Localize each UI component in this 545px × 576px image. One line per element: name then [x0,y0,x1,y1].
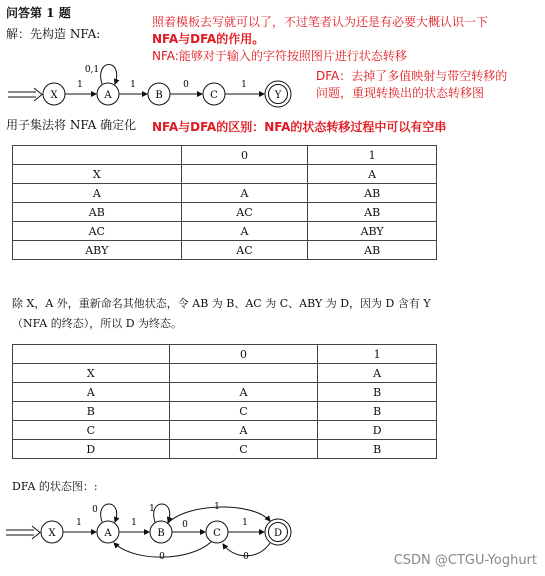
table-header-cell: 1 [308,146,437,165]
dfa-edge-label: 1 [76,518,82,528]
table-row [13,402,437,421]
nfa-edge-label: 1 [77,80,83,90]
dfa-edge-label: 1 [131,518,137,528]
nfa-edge-label: 0,1 [84,65,100,75]
nfa-state-b-label: B [155,90,163,101]
table-header-cell [13,345,170,364]
table-header-row [13,345,437,364]
table-row [13,364,437,383]
note-line-3: NFA:能够对于输入的字符按照图片进行状态转移 [152,49,407,63]
table-header-cell [13,146,182,165]
table-row [13,184,437,203]
solution-label: 解：先构造 NFA: [6,27,101,41]
table-cell: AB [308,241,437,260]
table-cell: B [318,440,437,459]
table-cell: ABY [13,241,182,260]
table-header-row [13,146,437,165]
table-cell: X [13,364,170,383]
table-cell: A [13,184,182,203]
table-row [13,241,437,260]
dfa-edge-label: 0 [243,552,249,562]
table-cell [169,364,318,383]
dfa-transition-table [12,344,437,459]
dfa-label: DFA 的状态图：: [12,480,98,493]
nfa-state-a-label: A [104,90,112,101]
nfa-edge-label: 1 [130,80,136,90]
note-line-2: NFA与DFA的作用。 [152,32,265,46]
table-cell: A [169,383,318,402]
table-cell: B [318,383,437,402]
nfa-state-c-label: C [210,90,218,101]
nfa-state-y-label: Y [274,90,282,101]
table-row [13,383,437,402]
table-cell: A [308,165,437,184]
table-cell: D [318,421,437,440]
table-row [13,165,437,184]
table-cell: AC [13,222,182,241]
table-cell [181,165,308,184]
subset-method-label: 用子集法将 NFA 确定化 [6,118,137,132]
dfa-state-x-label: X [48,528,56,539]
table-cell: A [181,222,308,241]
dfa-edge-label: 0 [182,520,188,530]
table-header-cell: 1 [318,345,437,364]
table-row [13,421,437,440]
table-row [13,222,437,241]
table-row [13,203,437,222]
table-cell: X [13,165,182,184]
dfa-state-c-label: C [213,528,221,539]
note-line-5: NFA与DFA的区别：NFA的状态转移过程中可以有空串 [152,120,447,134]
table-cell: C [169,402,318,421]
table-cell: A [318,364,437,383]
table-cell: C [169,440,318,459]
note-line-4a: DFA：去掉了多值映射与带空转移的 [316,69,508,83]
table-cell: AB [13,203,182,222]
table-cell: ABY [308,222,437,241]
table-row [13,440,437,459]
dfa-state-d-label: D [273,528,283,539]
dfa-state-a-label: A [104,528,112,539]
dfa-state-b-label: B [157,528,165,539]
dfa-diagram [4,492,304,572]
table-cell: AC [181,203,308,222]
table-cell: A [13,383,170,402]
nfa-state-x-label: X [50,90,58,101]
table-cell: AB [308,203,437,222]
table-cell: C [13,421,170,440]
table-cell: D [13,440,170,459]
dfa-edge-label: 0 [159,552,165,562]
nfa-subset-table [12,145,437,260]
table-cell: B [13,402,170,421]
dfa-edge-label: 0 [92,505,98,515]
rename-text-line-1: 除 X，A 外，重新命名其他状态，令 AB 为 B、AC 为 C、ABY 为 D，因为 D 含有 Y [12,297,431,310]
table-cell: A [181,184,308,203]
note-line-4b: 问题，重现转换出的状态转移图 [316,86,485,100]
rename-text-line-2: （NFA 的终态），所以 D 为终态。 [12,317,183,330]
table-cell: B [318,402,437,421]
table-cell: AC [181,241,308,260]
nfa-edge-label: 1 [241,80,247,90]
problem-heading: 问答第 1 题 [6,6,71,20]
dfa-edge-label: 1 [242,518,248,528]
dfa-edge-label: 1 [214,502,220,512]
table-cell: A [169,421,318,440]
table-header-cell: 0 [169,345,318,364]
table-cell: AB [308,184,437,203]
note-line-1: 照着模板去写就可以了，不过笔者认为还是有必要大概认识一下 [152,15,489,29]
table-header-cell: 0 [181,146,308,165]
dfa-edge-label: 1 [149,504,155,514]
csdn-watermark: CSDN @CTGU-Yoghurt [393,553,537,568]
nfa-edge-label: 0 [183,80,189,90]
